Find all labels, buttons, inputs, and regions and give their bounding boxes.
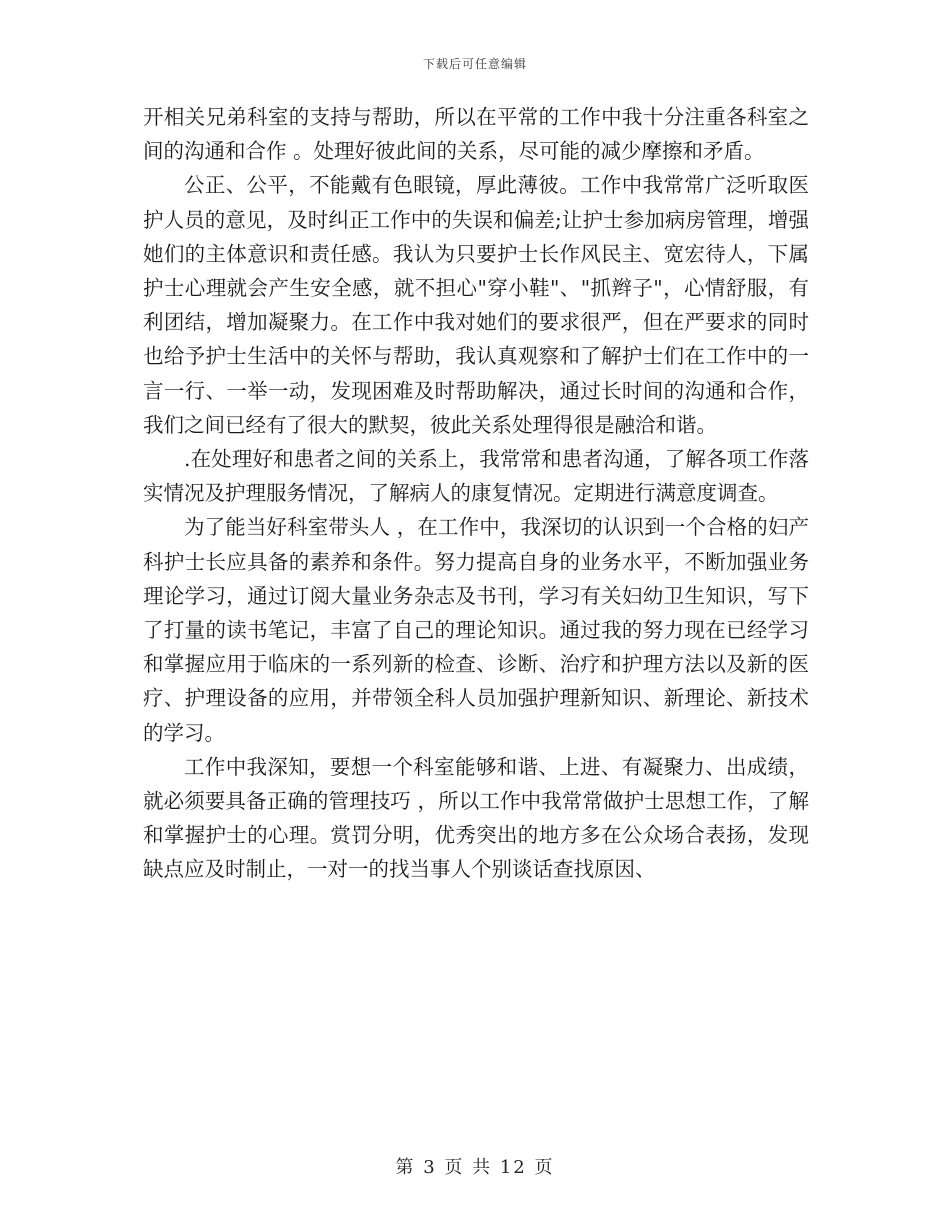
paragraph: .在处理好和患者之间的关系上，我常常和患者沟通，了解各项工作落实情况及护理服务情况，了解病人的康复情况。定期进行满意度调查。 bbox=[143, 447, 809, 506]
page-footer: 第 3 页 共 12 页 bbox=[395, 1157, 555, 1178]
paragraph: 工作中我深知，要想一个科室能够和谐、上进、有凝聚力、出成绩，就必须要具备正确的管理技巧 ，所以工作中我常常做护士思想工作，了解和掌握护士的心理。赏罚分明，优秀突出的地方多在公众场合表扬，发现缺点应及时制止，一对一的找当事人个别谈话查找原因、 bbox=[143, 754, 809, 882]
document-body bbox=[143, 100, 809, 887]
paragraph: 开相关兄弟科室的支持与帮助，所以在平常的工作中我十分注重各科室之间的沟通和合作 。处理好彼此间的关系，尽可能的减少摩擦和矛盾。 bbox=[143, 105, 809, 164]
paragraph: 为了能当好科室带头人 ，在工作中，我深切的认识到一个合格的妇产科护士长应具备的素养和条件。努力提高自身的业务水平，不断加强业务理论学习，通过订阅大量业务杂志及书刊，学习有关妇幼卫生知识，写下了打量的读书笔记，丰富了自己的理论知识。通过我的努力现在已经学习和掌握应用于临床的一系列新的检查、诊断、治疗和护理方法以及新的医疗、护理设备的应用，并带领全科人员加强护理新知识、新理论、新技术的学习。 bbox=[143, 515, 809, 745]
paragraph: 公正、公平，不能戴有色眼镜，厚此薄彼。工作中我常常广泛听取医护人员的意见，及时纠正工作中的失误和偏差;让护士参加病房管理，增强她们的主体意识和责任感。我认为只要护士长作风民主、宽宏待人，下属护士心理就会产生安全感，就不担心"穿小鞋"、"抓辫子"，心情舒服，有利团结，增加凝聚力。在工作中我对她们的要求很严，但在严要求的同时也给予护士生活中的关怀与帮助，我认真观察和了解护士们在工作中的一言一行、一举一动，发现困难及时帮助解决，通过长时间的沟通和合作，我们之间已经有了很大的默契，彼此关系处理得很是融洽和谐。 bbox=[143, 173, 809, 437]
page-header: 下载后可任意编辑 bbox=[422, 57, 527, 71]
